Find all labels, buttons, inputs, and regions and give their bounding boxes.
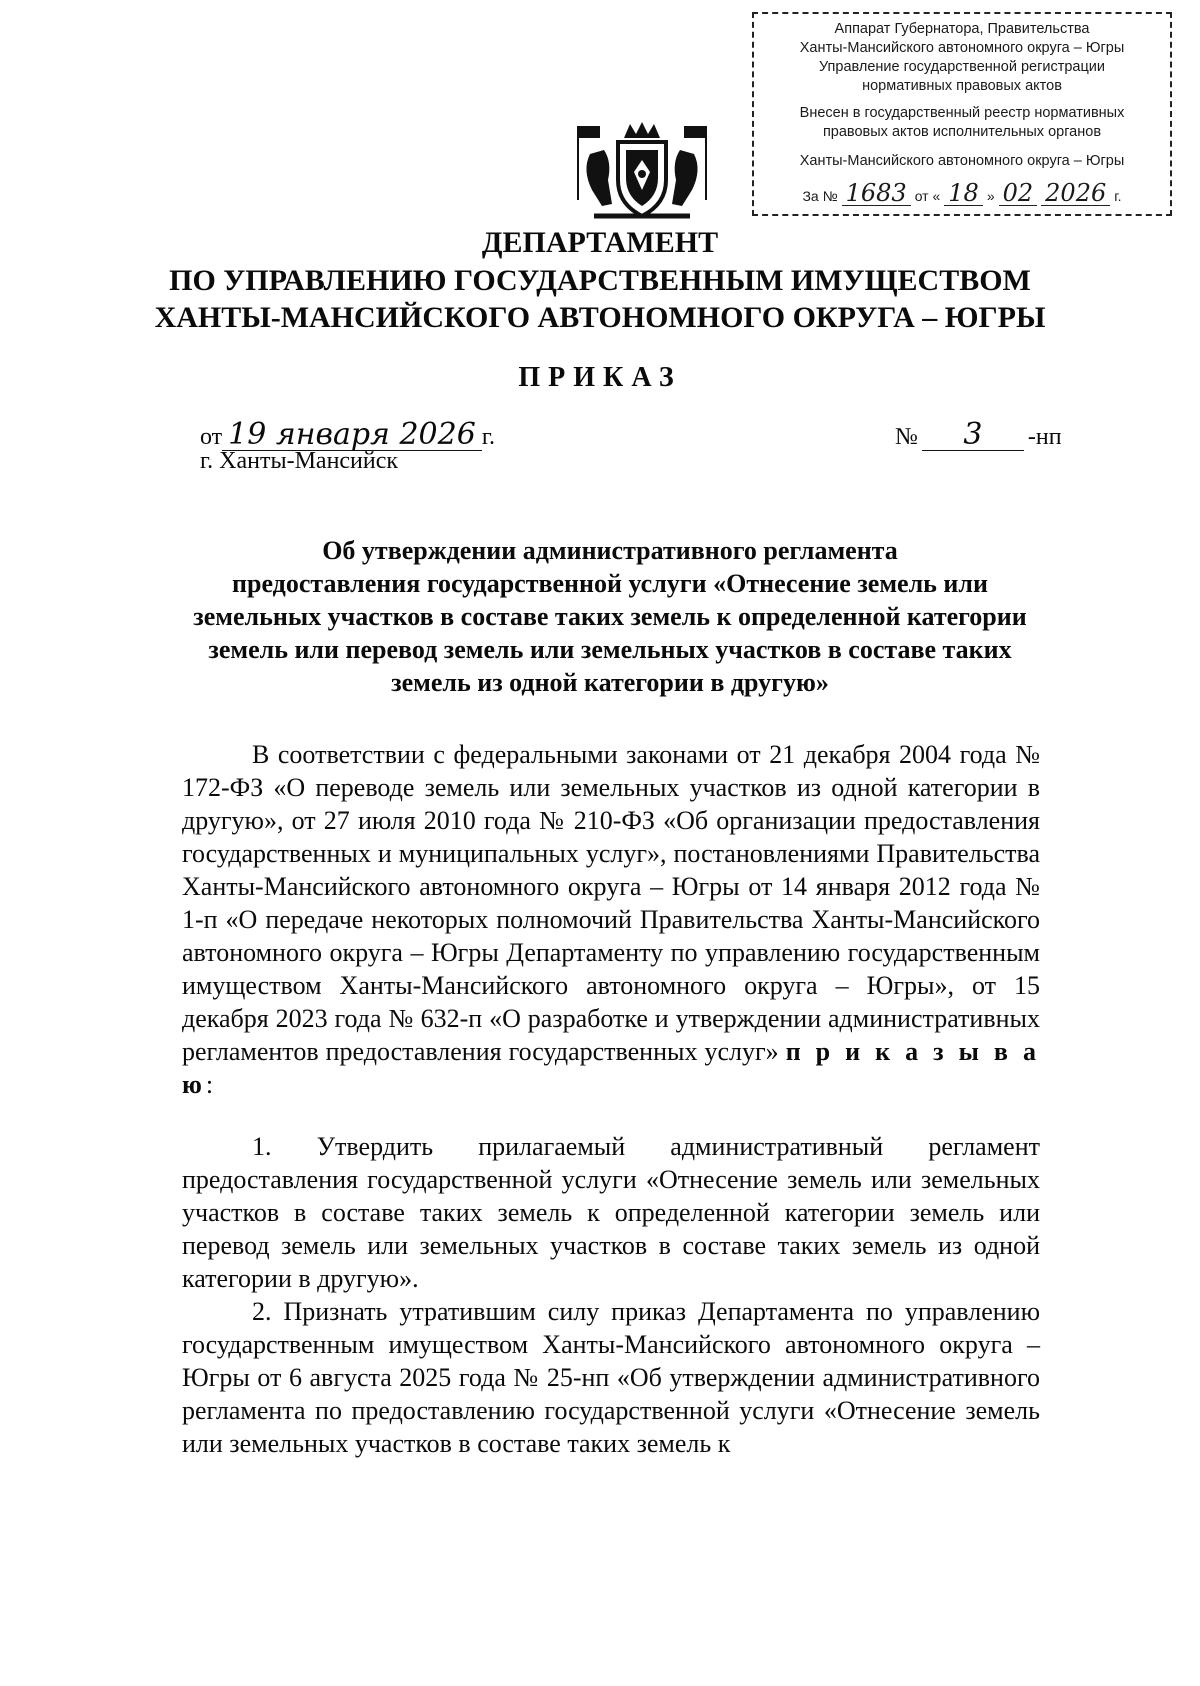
date-handwritten: 19 января 2026 <box>222 420 482 451</box>
title-line: Об утверждении административного регламента <box>322 536 898 565</box>
stamp-org-line: Ханты-Мансийского автономного округа – Югры <box>799 40 1125 56</box>
stamp-quote-close: » <box>986 188 995 204</box>
coat-of-arms-icon <box>572 120 712 224</box>
document-title <box>180 534 1040 699</box>
preamble-text: В соответствии с федеральными законами от 21 декабря 2004 года № 172-ФЗ «О переводе земель или земельных участков из одной категории в другую», от 27 июля 2010 года № 210-ФЗ «Об организации предоставления государственных и муниципальных услуг», постановлениями Правительства Ханты-Мансийского автономного округа – Югры от 14 января 2012 года № 1-п «О передаче некоторых полномочий Правительства Ханты-Мансийского автономного округа – Югры Департаменту по управлению государственным имуществом Ханты-Мансийского автономного округа – Югры», от 15 декабря 2023 года № 632-п «О разработке и утверждении административных регламентов предоставления государственных услуг» <box>182 740 1040 1066</box>
department-title: ДЕПАРТАМЕНТ <box>481 226 719 259</box>
stamp-day-handwritten: 18 <box>944 181 983 206</box>
date-g-label: г. <box>481 424 495 450</box>
number-label: № <box>895 424 918 450</box>
stamp-org-line: Аппарат Губернатора, Правительства <box>834 21 1090 37</box>
date-ot-label: от <box>200 424 223 450</box>
title-line: земель из одной категории в другую» <box>391 668 829 697</box>
item-2-paragraph: 2. Признать утратившим силу приказ Департамента по управлению государственным имуществом Ханты-Мансийского автономного округа – Югры от 6 августа 2025 года № 25-нп «Об утверждении административного регламента по предоставлению государственной услуги «Отнесение земель или земельных участков в составе таких земель к <box>182 1297 1040 1458</box>
title-line: земель или перевод земель или земельных участков в составе таких <box>208 635 1012 664</box>
department-title-line3: ХАНТЫ-МАНСИЙСКОГО АВТОНОМНОГО ОКРУГА – ЮГРЫ <box>154 301 1046 334</box>
title-line: предоставления государственной услуги «Отнесение земель или <box>232 569 988 598</box>
stamp-reg-line: правовых актов исполнительных органов <box>822 124 1102 140</box>
preamble-paragraph <box>182 738 1040 1101</box>
preamble-colon: : <box>205 1070 214 1099</box>
document-type: ПРИКАЗ <box>518 362 682 393</box>
document-date <box>200 417 495 452</box>
number-suffix: -нп <box>1027 424 1062 450</box>
stamp-registration-number <box>754 181 1170 206</box>
title-line: земельных участков в составе таких земель к определенной категории <box>193 602 1027 631</box>
stamp-reg-line: Внесен в государственный реестр нормативных <box>799 105 1125 121</box>
stamp-org-line: нормативных правовых актов <box>862 78 1062 94</box>
stamp-year-suffix: г. <box>1114 188 1122 204</box>
department-title-line2: ПО УПРАВЛЕНИЮ ГОСУДАРСТВЕННЫМ ИМУЩЕСТВОМ <box>169 264 1031 297</box>
document-number <box>895 417 1062 452</box>
stamp-month-handwritten: 02 <box>999 181 1038 206</box>
stamp-year-handwritten: 2026 <box>1041 181 1110 206</box>
stamp-org-line: Управление государственной регистрации <box>818 59 1106 75</box>
number-handwritten: 3 <box>922 420 1024 451</box>
item-1-paragraph: 1. Утвердить прилагаемый административный регламент предоставления государственной услуги «Отнесение земель или земельных участков в составе таких земель к определенной категории земель или перевод земель или земельных участков в составе таких земель из одной категории в другую». <box>182 1132 1040 1293</box>
document-city: г. Ханты-Мансийск <box>200 448 399 474</box>
prikazyvayu-word: п р и к а з ы в а ю <box>182 1037 1040 1099</box>
stamp-num-prefix: За № <box>802 188 838 204</box>
stamp-ot-label: от « <box>914 188 941 204</box>
registration-stamp <box>752 12 1172 216</box>
stamp-number-handwritten: 1683 <box>842 181 911 206</box>
stamp-okrug-line: Ханты-Мансийского автономного округа – Югры <box>799 153 1125 169</box>
